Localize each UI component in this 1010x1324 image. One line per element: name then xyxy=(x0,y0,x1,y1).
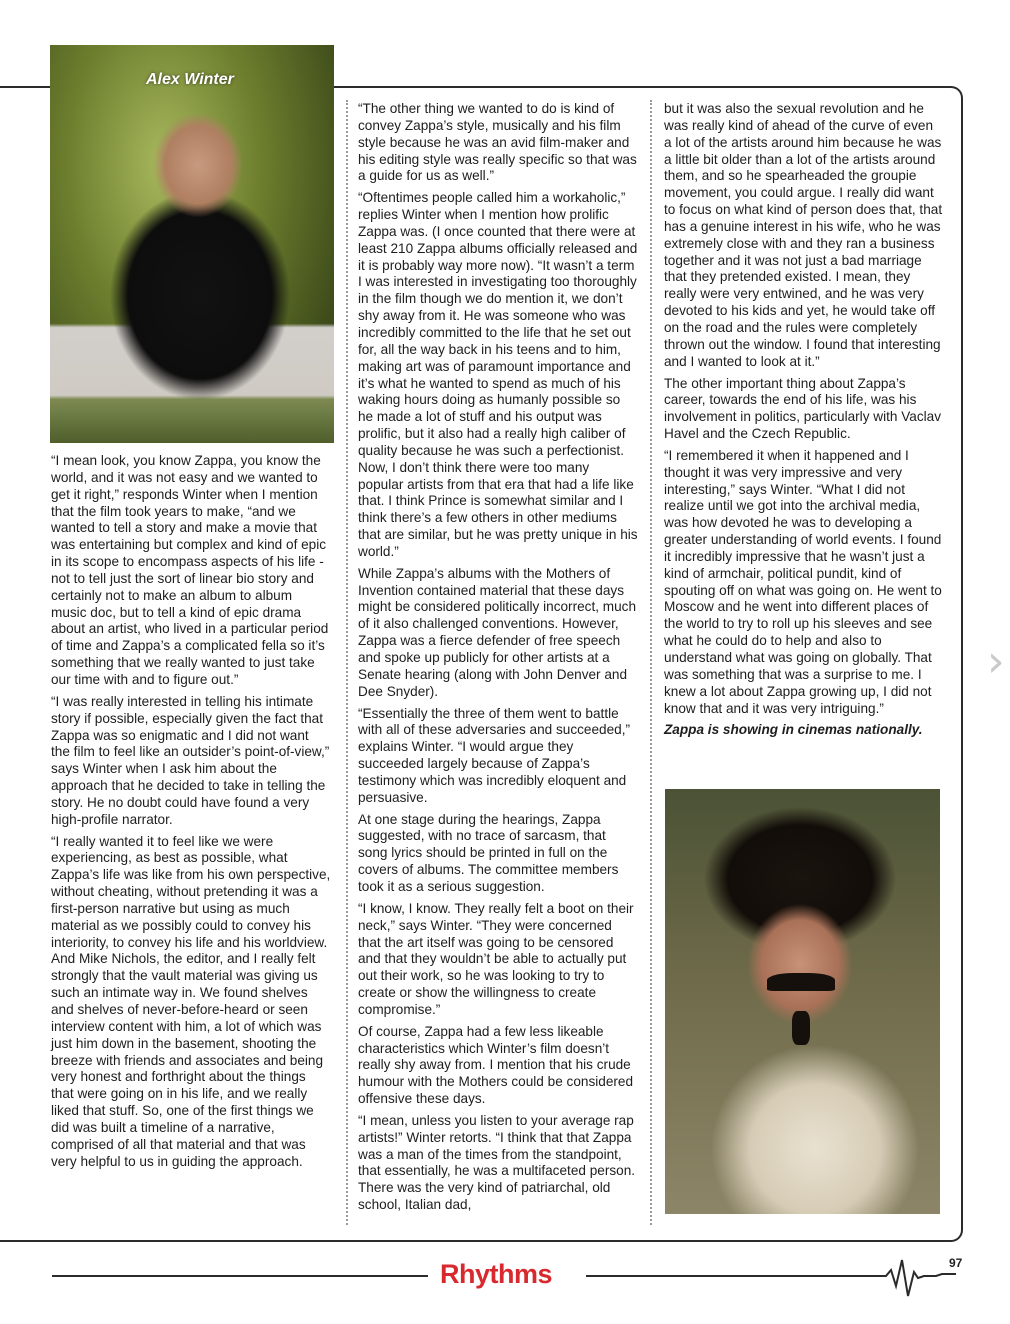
paragraph: “Oftentimes people called him a workaholic,” replies Winter when I mention how prolific Zappa was. (I once counted that there were at least 210 Zappa albums officially released and it is probably way more now). “It wasn’t a term I was interested in investigating too thoroughly in the film though we do mention it, we don’t shy away from it. He was someone who was incredibly committed to the life that he set out for, all the way back in his teens and to him, making art was of paramount importance and it’s what he wanted to spend as much of his waking hours doing as humanly possible so he made a lot of stuff and his output was prolific, but it also had a really high caliber of quality because he was such a perfectionist. Now, I don’t think there were too many popular artists from that era that had a life like that. I think Prince is somewhat similar and I think there’s a few others in other mediums that are similar, but he was pretty unique in his world.” xyxy=(358,190,638,559)
screening-note: Zappa is showing in cinemas nationally. xyxy=(664,722,923,738)
paragraph: “I really wanted it to feel like we were experiencing, as best as possible, what Zappa’s life was like from his own perspective, without cheating, without pretending it was a first-person narrative but using as much material as we possibly could to convey his interiority, to convey his life and his worldview. And Mike Nichols, the editor, and I really felt strongly that the vault material was giving us such an intimate way in. We found shelves and shelves of never-before-heard or seen interview content with him, a lot of which was just him down in the basement, shooting the breeze with friends and associates and being very honest and forthright about the things that were going on in his life, and we really liked that stuff. So, one of the first things we did was built a timeline of a narrative, comprised of all that material and that was very helpful to us in guiding the approach. xyxy=(51,833,331,1169)
article-column-3 xyxy=(664,101,944,744)
frank-zappa-photo xyxy=(665,789,940,1214)
paragraph: “I was really interested in telling his intimate story if possible, especially given the fact that Zappa was so enigmatic and I did not want the film to feel like an outsider’s point-of-view,” says Winter when I ask him about the approach that he decided to take in telling the story. He no doubt could have found a very high-profile narrator. xyxy=(51,693,330,827)
chevron-right-icon[interactable]: › xyxy=(987,636,1005,687)
paragraph: “I mean look, you know Zappa, you know the world, and it was not easy and we wanted to get it right,” responds Winter when I mention that the film took years to make, “and we wanted to tell a story and make a movie that was entertaining but complex and kind of epic in its scope to encompass aspects of his life - not to tell just the sort of linear bio story and certainly not to make an album to album music doc, but to tell a kind of epic drama about an artist, who lived in a particular period of time and Zappa’s a complicated fella so it’s something that we really wanted to just take our time with and to figure out.” xyxy=(51,453,329,687)
paragraph: While Zappa’s albums with the Mothers of Invention contained material that these days might be considered politically incorrect, much of it also challenged conventions. However, Zappa was a fierce defender of free speech and spoke up publicly for other artists at a Senate hearing (along with John Denver and Dee Snyder). xyxy=(358,565,637,699)
column-divider xyxy=(346,100,348,1225)
paragraph: “The other thing we wanted to do is kind of convey Zappa’s style, musically and his film style because he was an avid film-maker and his editing style was really specific so that was a guide for us as well.” xyxy=(358,101,637,184)
photo-detail-mustache xyxy=(767,973,835,991)
paragraph: Of course, Zappa had a few less likeable characteristics which Winter’s film doesn’t really shy away from. I mention that his crude humour with the Mothers could be considered offensive these days. xyxy=(358,1023,634,1107)
photo-detail-goatee xyxy=(792,1011,810,1045)
page-number: 97 xyxy=(949,1256,963,1270)
photo-caption: Alex Winter xyxy=(146,71,234,88)
paragraph: “Essentially the three of them went to battle with all of these adversaries and succeeded,” explains Winter. “I would argue they succeeded largely because of Zappa’s testimony which was incredibly eloquent and persuasive. xyxy=(358,705,631,805)
paragraph: “I mean, unless you listen to your average rap artists!” Winter retorts. “I think that that Zappa was a man of the times from the standpoint, that essentially, he was a multifaceted person. There was the very kind of patriarchal, old school, Italian dad, xyxy=(358,1112,636,1213)
paragraph: At one stage during the hearings, Zappa suggested, with no trace of sarcasm, that song lyrics should be printed in full on the covers of albums. The committee members took it as a serious suggestion. xyxy=(358,811,619,894)
footer-rule-right xyxy=(586,1275,878,1277)
article-column-2 xyxy=(358,101,638,1219)
alex-winter-photo xyxy=(50,45,334,443)
paragraph: “I remembered it when it happened and I thought it was very impressive and very interesting,” says Winter. “What I did not realize until we got into the archival media, was how devoted he was to developing a greater understanding of world events. I found it incredibly impressive that he wasn’t just a kind of armchair, political pundit, kind of spouting off on what was going on. He went to Moscow and he went into different places of the world to try to roll up his sleeves and see what he could do to help and also to understand what was going on globally. That was something that was a surprise to me. I knew a lot about Zappa growing up, I did not know that and it was very intriguing.” xyxy=(664,447,942,716)
column-divider xyxy=(650,100,652,1225)
paragraph: “I know, I know. They really felt a boot on their neck,” says Winter. “They were concerned that the art itself was going to be censored and that they wouldn’t be able to actually put out their work, so he was looking to try to create or show the willingness to create compromise.” xyxy=(358,900,634,1017)
paragraph: The other important thing about Zappa’s career, towards the end of his life, was his involvement in politics, particularly with Vaclav Havel and the Czech Republic. xyxy=(664,375,942,442)
heartbeat-line-icon xyxy=(876,1258,956,1298)
footer-rule-left xyxy=(52,1275,428,1277)
article-column-1 xyxy=(51,453,331,1175)
paragraph: but it was also the sexual revolution and he was really kind of ahead of the curve of even a lot of the artists around him because he was a little bit older than a lot of the artists around them, and so he spearheaded the groupie movement, you could argue. I really did want to focus on what kind of person does that, that has a genuine interest in his wife, who he was extremely close with and they ran a business together and it was not just a bad marriage that they pretended existed. I mean, they really were very entwined, and he was very devoted to his kids and yet, he would take off on the road and the rules were completely thrown out the window. I found that interesting and I wanted to look at it.” xyxy=(664,101,943,369)
rhythms-logo: Rhythms xyxy=(440,1259,553,1289)
